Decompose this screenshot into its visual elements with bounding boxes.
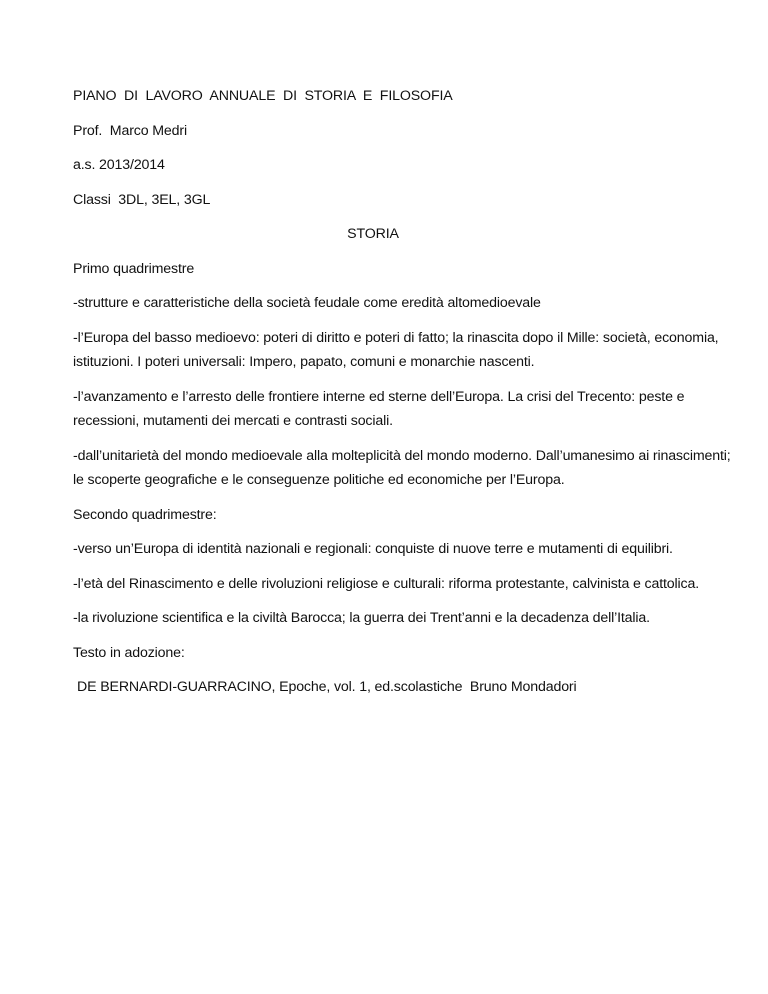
first-term-item: -l’Europa del basso medioevo: poteri di diritto e poteri di fatto; la rinascita dopo il Mille: società, economia, istituzioni. I poteri universali: Impero, papato, comuni e monarchie nascenti.: [73, 329, 723, 370]
first-term-item: -dall’unitarietà del mondo medioevale alla molteplicità del mondo moderno. Dall’umanesimo ai rinascimenti; le scoperte geografiche e le conseguenze politiche ed economiche per l’Europa.: [73, 447, 735, 488]
first-term-item: -strutture e caratteristiche della società feudale come eredità altomedioevale: [73, 295, 541, 311]
classes: Classi 3DL, 3EL, 3GL: [73, 191, 211, 208]
teacher-name: Prof. Marco Medri: [73, 122, 187, 139]
second-term-item: -l’età del Rinascimento e delle rivoluzioni religiose e culturali: riforma protestante, calvinista e cattolica.: [73, 575, 700, 592]
section-heading: STORIA: [347, 226, 399, 242]
textbook-heading: Testo in adozione:: [73, 644, 185, 661]
second-term-heading: Secondo quadrimestre:: [73, 506, 217, 523]
first-term-heading: Primo quadrimestre: [73, 260, 195, 277]
second-term-item: -la rivoluzione scientifica e la civiltà Barocca; la guerra dei Trent’anni e la decadenza dell’Italia.: [73, 610, 650, 626]
document-title: PIANO DI LAVORO ANNUALE DI STORIA E FILOSOFIA: [73, 88, 453, 104]
document-page: [73, 84, 733, 710]
first-term-item: -l’avanzamento e l’arresto delle frontiere interne ed sterne dell’Europa. La crisi del Trecento: peste e recessioni, mutamenti dei mercati e contrasti sociali.: [73, 388, 689, 429]
second-term-item: -verso un’Europa di identità nazionali e regionali: conquiste di nuove terre e mutamenti di equilibri.: [73, 541, 673, 557]
textbook-reference: DE BERNARDI-GUARRACINO, Epoche, vol. 1, ed.scolastiche Bruno Mondadori: [77, 679, 577, 695]
school-year: a.s. 2013/2014: [73, 157, 165, 173]
